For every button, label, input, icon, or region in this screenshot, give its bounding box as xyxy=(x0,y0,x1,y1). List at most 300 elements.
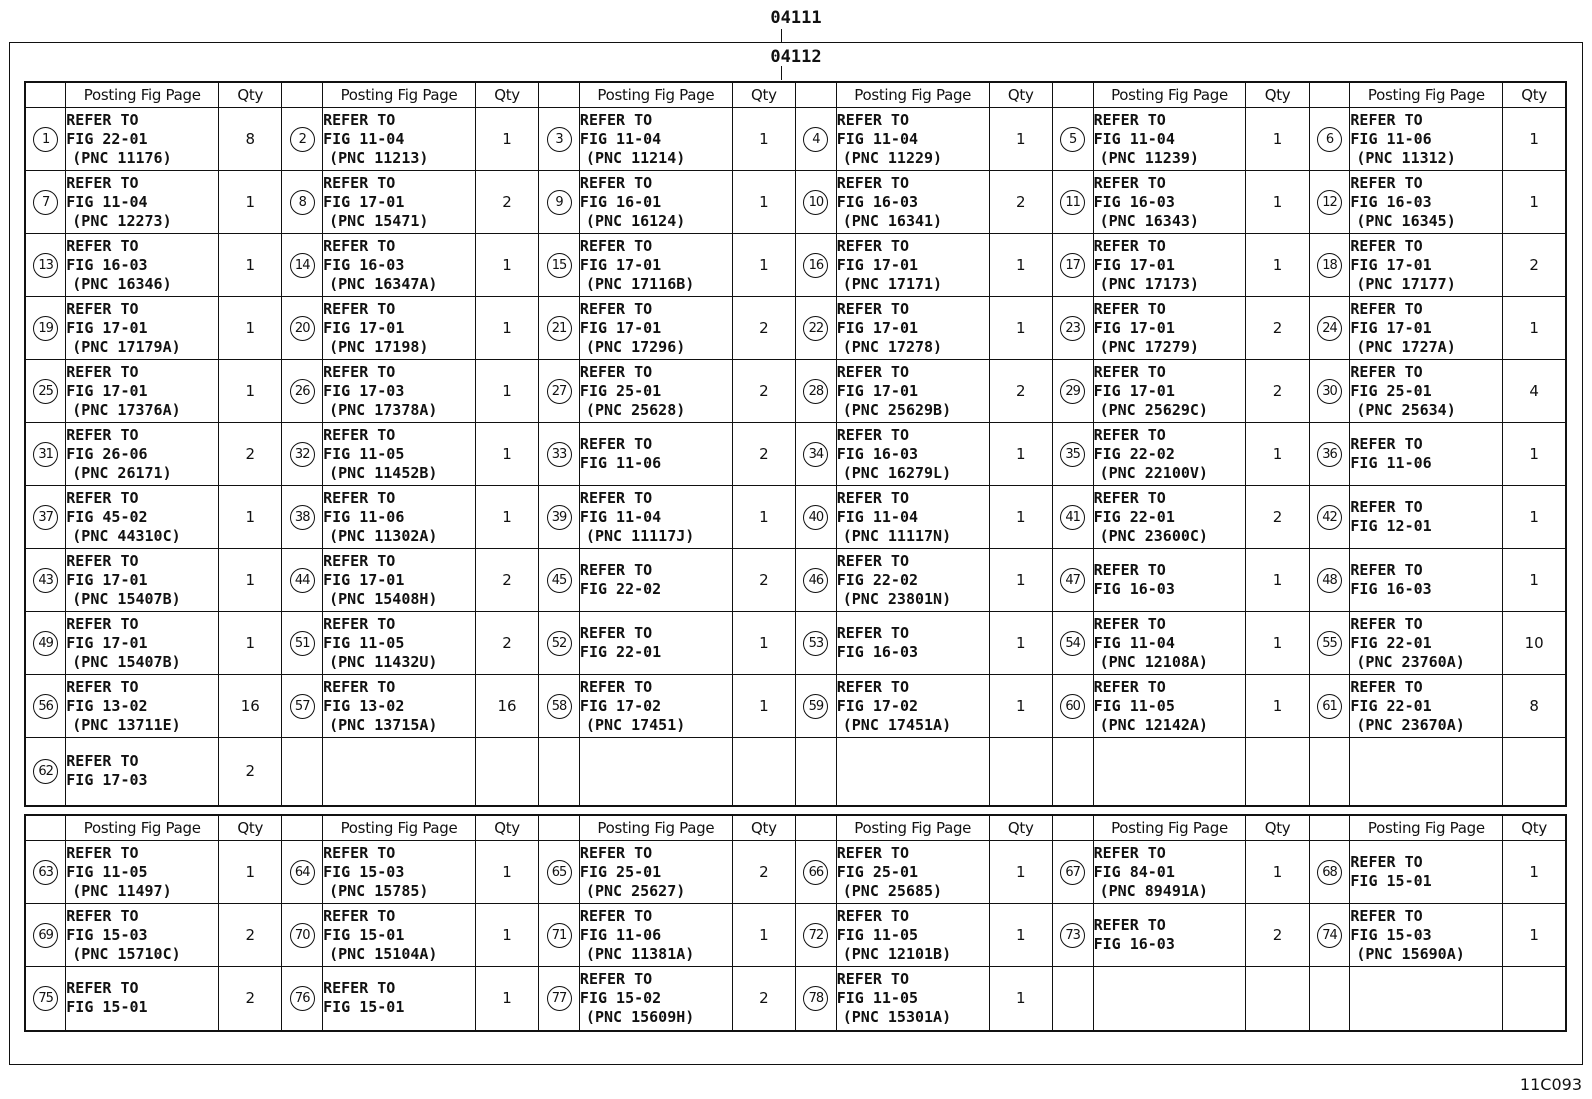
fig-page-text: FIG 11-04 xyxy=(579,129,662,148)
header-qty: Qty xyxy=(1246,82,1309,108)
refer-to-text: REFER TO xyxy=(66,677,139,696)
item-number-cell xyxy=(1309,486,1350,549)
fig-page-text: FIG 16-03 xyxy=(1093,580,1175,598)
reference-cell xyxy=(579,486,732,549)
refer-to-text: REFER TO xyxy=(836,677,909,696)
qty-cell xyxy=(989,675,1052,738)
fig-page-text: FIG 17-01 xyxy=(66,570,148,589)
qty-cell xyxy=(219,612,282,675)
item-number-cell xyxy=(25,108,66,171)
refer-to-text: REFER TO xyxy=(579,561,653,579)
qty-cell xyxy=(475,967,538,1031)
refer-to-text: REFER TO xyxy=(579,299,653,318)
header-index xyxy=(1052,815,1093,841)
item-number-cell xyxy=(539,904,580,967)
qty-cell xyxy=(732,423,795,486)
item-number-cell xyxy=(1309,297,1350,360)
pnc-text: (PNC 15690A) xyxy=(1356,944,1465,963)
qty-value: 1 xyxy=(502,508,512,526)
header-posting-fig-page: Posting Fig Page xyxy=(66,815,219,841)
item-number-cell xyxy=(25,967,66,1031)
qty-cell xyxy=(989,297,1052,360)
refer-to-text: REFER TO xyxy=(579,110,653,129)
item-number-cell xyxy=(1052,841,1093,904)
reference-cell xyxy=(1093,171,1246,234)
pnc-text: (PNC 17171) xyxy=(842,274,943,293)
qty-value: 1 xyxy=(502,130,512,148)
refer-to-text: REFER TO xyxy=(66,906,139,925)
item-number-badge: 26 xyxy=(290,379,315,404)
pnc-text: (PNC 25627) xyxy=(585,881,686,900)
qty-value: 1 xyxy=(502,989,512,1008)
item-number-badge: 53 xyxy=(803,631,828,656)
fig-page-text: FIG 11-06 xyxy=(579,925,662,944)
qty-value: 1 xyxy=(245,319,255,337)
item-number-badge: 46 xyxy=(803,568,828,593)
qty-value: 1 xyxy=(759,256,769,274)
item-number-cell xyxy=(282,549,323,612)
item-number-cell xyxy=(795,297,836,360)
item-number-cell xyxy=(282,423,323,486)
fig-page-text: FIG 16-03 xyxy=(66,255,148,274)
fig-page-text: FIG 22-02 xyxy=(1093,444,1175,463)
reference-cell xyxy=(1350,486,1503,549)
pnc-text: (PNC 15407B) xyxy=(72,589,181,608)
refer-to-text: REFER TO xyxy=(836,551,909,570)
qty-value: 1 xyxy=(1272,256,1283,274)
pnc-text: (PNC 15408H) xyxy=(329,589,438,608)
fig-page-text: FIG 11-06 xyxy=(323,507,405,526)
reference-cell xyxy=(1093,360,1246,423)
reference-cell xyxy=(323,297,476,360)
item-number-cell xyxy=(795,904,836,967)
reference-cell xyxy=(1350,549,1503,612)
qty-value: 1 xyxy=(1015,256,1026,274)
item-number-badge: 37 xyxy=(33,505,58,530)
item-number-badge: 54 xyxy=(1060,631,1085,656)
item-number-badge: 4 xyxy=(803,127,828,152)
qty-cell xyxy=(219,171,282,234)
reference-cell xyxy=(579,549,732,612)
refer-to-text: REFER TO xyxy=(323,979,396,998)
item-number-cell xyxy=(795,841,836,904)
reference-cell xyxy=(579,738,732,806)
reference-cell xyxy=(1350,171,1503,234)
qty-cell xyxy=(1246,967,1309,1031)
pnc-text: (PNC 11213) xyxy=(329,148,429,167)
header-index xyxy=(25,815,66,841)
qty-value: 1 xyxy=(759,697,769,715)
item-number-badge: 20 xyxy=(290,316,315,341)
qty-value: 1 xyxy=(502,319,512,337)
item-number-cell xyxy=(539,171,580,234)
item-number-badge: 67 xyxy=(1060,860,1085,885)
item-number-cell xyxy=(1309,108,1350,171)
refer-to-text: REFER TO xyxy=(836,843,909,862)
item-number-badge: 16 xyxy=(803,253,828,278)
qty-value: 2 xyxy=(759,445,769,463)
qty-value: 8 xyxy=(1529,697,1539,715)
qty-value: 2 xyxy=(759,382,769,400)
fig-page-text: FIG 16-03 xyxy=(1093,192,1175,211)
fig-page-text: FIG 11-04 xyxy=(1093,633,1175,652)
header-posting-fig-page: Posting Fig Page xyxy=(323,82,476,108)
qty-value: 1 xyxy=(502,863,512,881)
fig-page-text: FIG 22-01 xyxy=(1350,696,1432,715)
qty-value: 1 xyxy=(245,256,255,274)
item-number-cell xyxy=(539,841,580,904)
item-number-badge: 63 xyxy=(33,860,58,885)
item-number-cell xyxy=(282,360,323,423)
refer-to-text: REFER TO xyxy=(323,425,396,444)
qty-value: 2 xyxy=(245,926,255,944)
item-number-badge: 68 xyxy=(1317,860,1342,885)
item-number-badge: 55 xyxy=(1317,631,1342,656)
table-row xyxy=(25,297,1566,360)
pnc-text: (PNC 25685) xyxy=(842,881,943,900)
qty-value: 1 xyxy=(1529,193,1539,211)
header-index xyxy=(795,815,836,841)
item-number-badge: 52 xyxy=(547,631,572,656)
refer-to-text: REFER TO xyxy=(579,488,653,507)
pnc-text: (PNC 17177) xyxy=(1356,274,1456,293)
reference-cell xyxy=(836,612,989,675)
table-row xyxy=(25,360,1566,423)
qty-cell xyxy=(219,841,282,904)
qty-cell xyxy=(1503,675,1566,738)
figure-code: 11C093 xyxy=(1519,1075,1582,1094)
qty-value: 1 xyxy=(1015,926,1026,944)
reference-cell xyxy=(66,423,219,486)
connector-line xyxy=(781,29,782,43)
refer-to-text: REFER TO xyxy=(836,110,909,129)
item-number-badge: 25 xyxy=(33,379,58,404)
item-number-badge: 73 xyxy=(1060,923,1085,948)
refer-to-text: REFER TO xyxy=(66,752,139,771)
qty-value: 1 xyxy=(759,508,769,526)
refer-to-text: REFER TO xyxy=(66,614,139,633)
refer-to-text: REFER TO xyxy=(323,488,396,507)
refer-to-text: REFER TO xyxy=(66,236,139,255)
reference-cell xyxy=(1093,738,1246,806)
item-number-cell xyxy=(1052,234,1093,297)
qty-cell xyxy=(475,675,538,738)
item-number-badge: 65 xyxy=(547,860,572,885)
item-number-badge: 19 xyxy=(33,316,58,341)
qty-value: 1 xyxy=(245,863,255,881)
item-number-badge: 5 xyxy=(1060,127,1085,152)
item-number-badge: 9 xyxy=(547,190,572,215)
qty-value: 2 xyxy=(245,762,255,781)
qty-cell xyxy=(1246,549,1309,612)
fig-page-text: FIG 15-01 xyxy=(323,998,405,1017)
qty-cell xyxy=(1246,360,1309,423)
qty-value: 1 xyxy=(1529,445,1539,463)
item-number-cell xyxy=(539,675,580,738)
item-number-badge: 66 xyxy=(803,860,828,885)
fig-page-text: FIG 17-01 xyxy=(1093,318,1175,337)
refer-to-text: REFER TO xyxy=(323,110,396,129)
refer-to-text: REFER TO xyxy=(836,624,909,642)
reference-cell xyxy=(1350,967,1503,1031)
qty-value: 16 xyxy=(497,697,517,715)
refer-to-text: REFER TO xyxy=(1350,236,1423,255)
fig-page-text: FIG 11-06 xyxy=(1350,454,1432,472)
pnc-text: (PNC 25634) xyxy=(1356,400,1456,419)
reference-cell xyxy=(1093,486,1246,549)
fig-page-text: FIG 22-01 xyxy=(66,129,148,148)
item-number-cell xyxy=(25,171,66,234)
qty-value: 1 xyxy=(1529,926,1539,944)
item-number-badge: 41 xyxy=(1060,505,1085,530)
qty-cell xyxy=(1246,297,1309,360)
qty-value: 1 xyxy=(1272,634,1283,652)
header-qty: Qty xyxy=(1246,815,1309,841)
refer-to-text: REFER TO xyxy=(1350,614,1423,633)
item-number-cell xyxy=(539,234,580,297)
qty-cell xyxy=(1503,549,1566,612)
qty-value: 1 xyxy=(1272,130,1283,148)
item-number-cell xyxy=(795,486,836,549)
qty-cell xyxy=(732,234,795,297)
item-number-cell xyxy=(539,423,580,486)
refer-to-text: REFER TO xyxy=(1093,236,1166,255)
reference-cell xyxy=(1350,360,1503,423)
reference-cell xyxy=(66,486,219,549)
fig-page-text: FIG 11-05 xyxy=(836,925,919,944)
pnc-text: (PNC 17279) xyxy=(1099,337,1199,356)
refer-to-text: REFER TO xyxy=(66,551,139,570)
qty-value: 4 xyxy=(1529,382,1539,400)
item-number-cell xyxy=(282,297,323,360)
item-number-cell xyxy=(25,486,66,549)
item-number-badge: 38 xyxy=(290,505,315,530)
qty-cell xyxy=(219,738,282,806)
item-number-badge: 69 xyxy=(33,923,58,948)
header-posting-fig-page: Posting Fig Page xyxy=(323,815,476,841)
qty-value: 2 xyxy=(245,445,255,463)
item-number-cell xyxy=(1309,360,1350,423)
pnc-text: (PNC 15710C) xyxy=(72,944,181,963)
refer-to-text: REFER TO xyxy=(579,969,653,988)
reference-cell xyxy=(579,297,732,360)
fig-page-text: FIG 11-04 xyxy=(836,507,919,526)
pnc-text: (PNC 11229) xyxy=(842,148,943,167)
reference-cell xyxy=(66,171,219,234)
refer-to-text: REFER TO xyxy=(323,677,396,696)
reference-cell xyxy=(836,108,989,171)
qty-cell xyxy=(1246,108,1309,171)
header-posting-fig-page: Posting Fig Page xyxy=(836,82,989,108)
qty-value: 1 xyxy=(245,508,255,526)
pnc-text: (PNC 23801N) xyxy=(842,589,952,608)
item-number-cell xyxy=(1309,738,1350,806)
qty-cell xyxy=(219,234,282,297)
item-number-cell xyxy=(1052,549,1093,612)
pnc-text: (PNC 15407B) xyxy=(72,652,181,671)
item-number-badge: 8 xyxy=(290,190,315,215)
pnc-text: (PNC 11312) xyxy=(1356,148,1456,167)
item-number-cell xyxy=(539,967,580,1031)
qty-cell xyxy=(1503,486,1566,549)
refer-to-text: REFER TO xyxy=(1350,853,1423,871)
qty-cell xyxy=(1246,904,1309,967)
fig-page-text: FIG 16-03 xyxy=(836,192,919,211)
qty-cell xyxy=(1503,297,1566,360)
reference-cell xyxy=(1093,967,1246,1031)
reference-cell xyxy=(66,675,219,738)
qty-value: 1 xyxy=(245,634,255,652)
fig-page-text: FIG 11-04 xyxy=(66,192,148,211)
reference-cell xyxy=(323,841,476,904)
item-number-badge: 59 xyxy=(803,694,828,719)
fig-page-text: FIG 13-02 xyxy=(66,696,148,715)
item-number-badge: 14 xyxy=(290,253,315,278)
reference-cell xyxy=(323,108,476,171)
refer-to-text: REFER TO xyxy=(1093,425,1166,444)
item-number-badge: 24 xyxy=(1317,316,1342,341)
pnc-text: (PNC 17116B) xyxy=(585,274,695,293)
pnc-text: (PNC 16347A) xyxy=(329,274,438,293)
qty-value: 1 xyxy=(502,926,512,944)
refer-to-text: REFER TO xyxy=(579,906,653,925)
refer-to-text: REFER TO xyxy=(1093,173,1166,192)
fig-page-text: FIG 17-01 xyxy=(1093,381,1175,400)
reference-cell xyxy=(323,234,476,297)
item-number-cell xyxy=(1309,234,1350,297)
qty-cell xyxy=(989,486,1052,549)
refer-to-text: REFER TO xyxy=(579,173,653,192)
fig-page-text: FIG 17-02 xyxy=(836,696,919,715)
item-number-cell xyxy=(795,549,836,612)
header-posting-fig-page: Posting Fig Page xyxy=(1350,82,1503,108)
refer-to-text: REFER TO xyxy=(66,843,139,862)
header-qty: Qty xyxy=(989,815,1052,841)
item-number-badge: 58 xyxy=(547,694,572,719)
fig-page-text: FIG 15-01 xyxy=(323,925,405,944)
qty-cell xyxy=(989,171,1052,234)
item-number-badge: 49 xyxy=(33,631,58,656)
qty-cell xyxy=(989,108,1052,171)
item-number-cell xyxy=(795,612,836,675)
refer-to-text: REFER TO xyxy=(323,362,396,381)
item-number-badge: 47 xyxy=(1060,568,1085,593)
reference-cell xyxy=(1350,612,1503,675)
item-number-cell xyxy=(795,738,836,806)
qty-cell xyxy=(475,841,538,904)
fig-page-text: FIG 11-05 xyxy=(66,862,148,881)
fig-page-text: FIG 17-03 xyxy=(66,771,148,790)
table-row xyxy=(25,967,1566,1031)
qty-cell xyxy=(1503,234,1566,297)
qty-cell xyxy=(989,904,1052,967)
fig-page-text: FIG 11-04 xyxy=(323,129,405,148)
item-number-badge: 29 xyxy=(1060,379,1085,404)
item-number-badge: 64 xyxy=(290,860,315,885)
fig-page-text: FIG 17-01 xyxy=(836,318,919,337)
fig-page-text: FIG 26-06 xyxy=(66,444,148,463)
reference-cell xyxy=(579,171,732,234)
fig-page-text: FIG 11-04 xyxy=(1093,129,1175,148)
reference-cell xyxy=(579,234,732,297)
pnc-text: (PNC 25628) xyxy=(585,400,686,419)
fig-page-text: FIG 11-05 xyxy=(323,444,405,463)
item-number-badge: 48 xyxy=(1317,568,1342,593)
item-number-badge: 31 xyxy=(33,442,58,467)
item-number-cell xyxy=(539,549,580,612)
item-number-cell xyxy=(1052,108,1093,171)
reference-cell xyxy=(836,486,989,549)
item-number-cell xyxy=(1309,612,1350,675)
item-number-badge: 70 xyxy=(290,923,315,948)
reference-cell xyxy=(66,904,219,967)
pnc-text: (PNC 25629C) xyxy=(1099,400,1208,419)
refer-to-text: REFER TO xyxy=(836,362,909,381)
fig-page-text: FIG 16-03 xyxy=(323,255,405,274)
header-index xyxy=(25,82,66,108)
item-number-badge: 12 xyxy=(1317,190,1342,215)
qty-value: 2 xyxy=(759,571,769,589)
item-number-cell xyxy=(795,234,836,297)
item-number-badge: 21 xyxy=(547,316,572,341)
reference-cell xyxy=(323,171,476,234)
qty-value: 1 xyxy=(1272,697,1283,715)
reference-cell xyxy=(323,549,476,612)
refer-to-text: REFER TO xyxy=(1093,362,1166,381)
qty-cell xyxy=(475,423,538,486)
item-number-badge: 56 xyxy=(33,694,58,719)
pnc-text: (PNC 11214) xyxy=(585,148,686,167)
qty-value: 2 xyxy=(759,319,769,337)
qty-value: 1 xyxy=(759,926,769,944)
fig-page-text: FIG 15-01 xyxy=(66,998,148,1017)
fig-page-text: FIG 17-01 xyxy=(323,570,405,589)
fig-page-text: FIG 17-01 xyxy=(66,633,148,652)
qty-value: 2 xyxy=(1015,382,1026,400)
fig-page-text: FIG 11-05 xyxy=(836,988,919,1007)
item-number-cell xyxy=(282,841,323,904)
fig-page-text: FIG 13-02 xyxy=(323,696,405,715)
qty-value: 8 xyxy=(245,130,255,148)
item-number-cell xyxy=(1309,549,1350,612)
header-posting-fig-page: Posting Fig Page xyxy=(579,815,732,841)
pnc-text: (PNC 17198) xyxy=(329,337,429,356)
fig-page-text: FIG 15-03 xyxy=(323,862,405,881)
pnc-text: (PNC 89491A) xyxy=(1099,881,1208,900)
reference-cell xyxy=(66,297,219,360)
pnc-text: (PNC 11117N) xyxy=(842,526,952,545)
item-number-badge: 61 xyxy=(1317,694,1342,719)
item-number-badge: 32 xyxy=(290,442,315,467)
fig-page-text: FIG 16-03 xyxy=(1093,935,1175,953)
item-number-badge: 11 xyxy=(1060,190,1085,215)
fig-page-text: FIG 25-01 xyxy=(836,862,919,881)
refer-to-text: REFER TO xyxy=(836,906,909,925)
pnc-text: (PNC 11381A) xyxy=(585,944,695,963)
qty-value: 2 xyxy=(1272,926,1283,944)
reference-cell xyxy=(1093,108,1246,171)
qty-cell xyxy=(219,904,282,967)
qty-cell xyxy=(1246,234,1309,297)
qty-cell xyxy=(475,904,538,967)
fig-page-text: FIG 11-05 xyxy=(1093,696,1175,715)
reference-cell xyxy=(1350,234,1503,297)
refer-to-text: REFER TO xyxy=(66,425,139,444)
qty-cell xyxy=(732,360,795,423)
item-number-badge: 10 xyxy=(803,190,828,215)
item-number-badge: 57 xyxy=(290,694,315,719)
item-number-cell xyxy=(1052,612,1093,675)
